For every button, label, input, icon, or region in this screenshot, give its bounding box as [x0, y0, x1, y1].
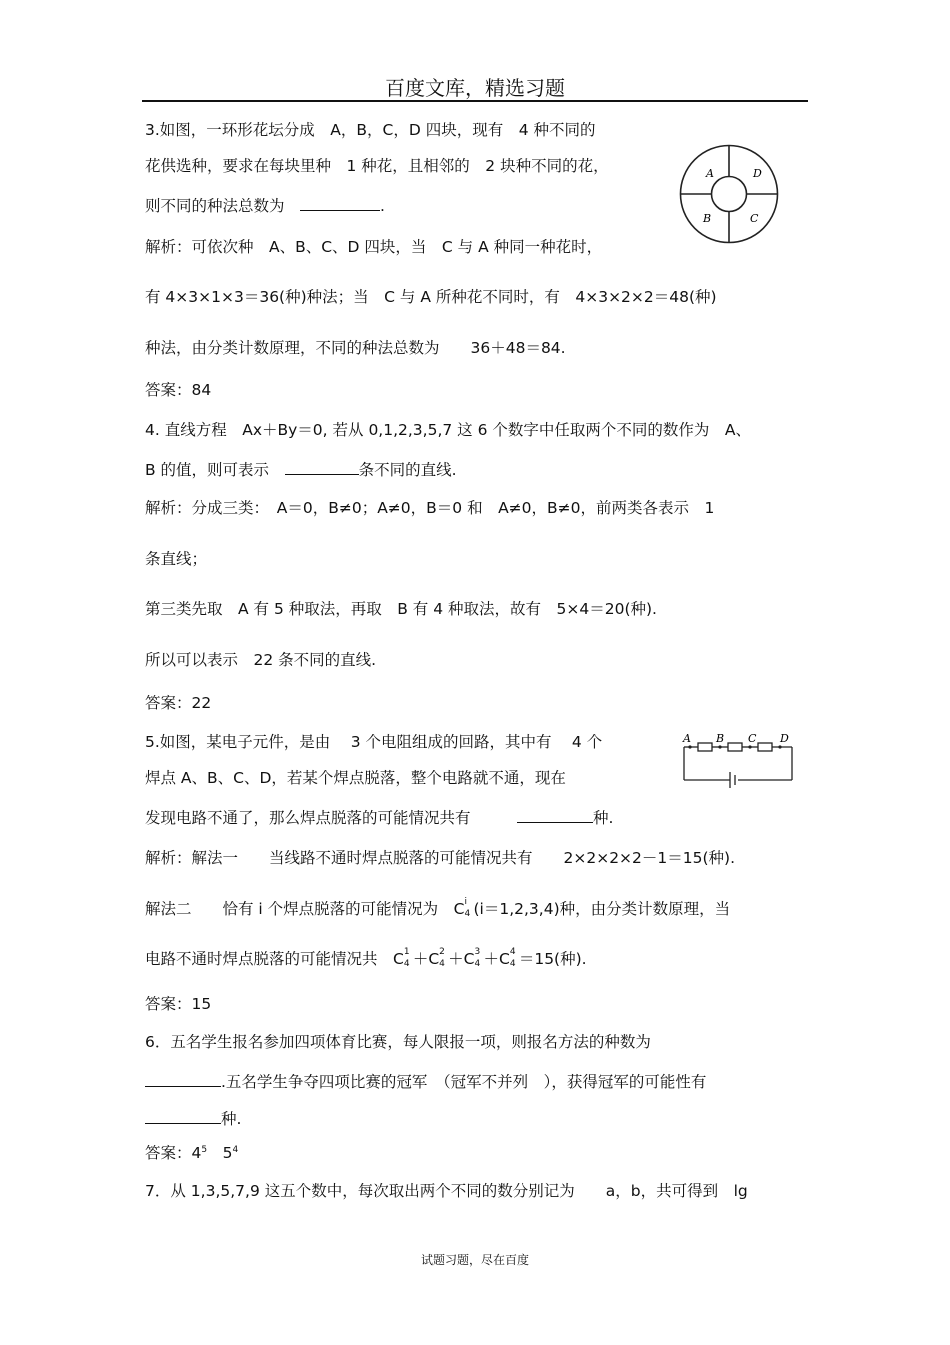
- q5-answer: 答案：15: [145, 995, 212, 1013]
- junction-label-d: D: [780, 732, 789, 745]
- q5-solution-1: 解析：解法一 当线路不通时焊点脱落的可能情况共有 2×2×2×2－1＝15(种).: [145, 849, 736, 867]
- combination-term: ＋C: [483, 950, 510, 968]
- q4-line2-end: 条不同的直线.: [358, 461, 457, 479]
- combination-term: ＋C: [412, 950, 440, 968]
- q3-answer: 答案：84: [145, 381, 212, 399]
- region-label-b: B: [703, 212, 712, 225]
- q3-line1: 3.如图，一环形花坛分成 A，B，C，D 四块，现有 4 种不同的: [145, 121, 596, 139]
- combination-term: C: [393, 950, 404, 968]
- q6-line3-text: 种.: [221, 1110, 242, 1128]
- combination-superscript: 2: [439, 947, 445, 957]
- q3-solution-1: 解析：可依次种 A、B、C、D 四块，当 C 与 A 种同一种花时，: [145, 238, 603, 256]
- q3-line2: 花供选种，要求在每块里种 1 种花，且相邻的 2 块种不同的花，: [145, 157, 609, 175]
- q6-answer-prefix: 答案：4: [145, 1144, 202, 1163]
- region-label-a: A: [706, 167, 714, 180]
- q7-line1: 7．从 1,3,5,7,9 这五个数中，每次取出两个不同的数分别记为 a，b，共可得到 lg: [145, 1182, 748, 1200]
- answer-blank: [285, 460, 359, 475]
- q6-line1: 6．五名学生报名参加四项体育比赛，每人限报一项，则报名方法的种数为: [145, 1033, 651, 1051]
- answer-blank: [300, 196, 380, 211]
- combination-subscript: 4: [474, 959, 481, 969]
- q5-line3: [145, 808, 613, 827]
- combination-superscript: 4: [509, 947, 516, 957]
- region-label-c: C: [750, 212, 759, 225]
- q4-line2: [145, 460, 457, 479]
- answer-blank: [517, 808, 593, 823]
- junction-label-a: A: [683, 732, 691, 745]
- q4-line1: 4. 直线方程 Ax＋By＝0, 若从 0,1,2,3,5,7 这 6 个数字中任取两个不同的数作为 A、: [145, 421, 751, 439]
- q6-answer: [145, 1146, 238, 1162]
- q6-line3: [145, 1109, 241, 1128]
- q4-answer: 答案：22: [145, 694, 212, 712]
- page-footer: 试题习题，尽在百度: [420, 1253, 529, 1267]
- q4-solution-2: 条直线；: [145, 550, 208, 568]
- q5-line3-text: 发现电路不通了，那么焊点脱落的可能情况共有: [145, 809, 471, 827]
- combination-subscript: 4: [403, 959, 410, 969]
- q4-solution-1: 解析：分成三类： A＝0，B≠0；A≠0，B＝0 和 A≠0，B≠0，前两类各表示 1: [145, 499, 715, 517]
- junction-label-c: C: [748, 732, 757, 745]
- combination-subscript: 4: [439, 959, 445, 969]
- combination-superscript: i: [464, 897, 468, 907]
- q3-line3-end: .: [380, 197, 385, 215]
- q6-answer-mid: 5: [207, 1144, 233, 1163]
- q5-solution-3-text: 电路不通时焊点脱落的可能情况共: [145, 950, 394, 968]
- ring-flowerbed-figure: [678, 143, 780, 245]
- combination-subscript: 4: [509, 959, 516, 969]
- region-label-d: D: [753, 167, 762, 180]
- q6-line2: [145, 1072, 706, 1091]
- q5-solution-2-text: 解法二 恰有 i 个焊点脱落的可能情况为 C: [145, 900, 465, 918]
- circuit-figure: [678, 730, 798, 792]
- q3-line3: [145, 196, 385, 215]
- exponent: 4: [232, 1145, 239, 1155]
- q4-solution-4: 所以可以表示 22 条不同的直线.: [145, 651, 377, 669]
- q3-solution-3: 种法，由分类计数原理，不同的种法总数为 36＋48＝84.: [145, 339, 566, 357]
- header-rule: [142, 100, 808, 102]
- q5-solution-3-end: ＝15(种).: [518, 950, 587, 968]
- q5-line1: 5.如图，某电子元件，是由 3 个电阻组成的回路，其中有 4 个: [145, 733, 603, 751]
- page-header-title: 百度文库，精选习题: [385, 76, 565, 100]
- q3-solution-2: 有 4×3×1×3＝36(种)种法；当 C 与 A 所种花不同时，有 4×3×2×2＝48(种): [145, 288, 717, 306]
- combination-term: ＋C: [448, 950, 475, 968]
- q5-line3-end: 种.: [593, 809, 614, 827]
- q5-solution-3: [145, 947, 587, 969]
- exponent: 5: [201, 1145, 208, 1155]
- junction-label-b: B: [716, 732, 725, 745]
- q5-line2: 焊点 A、B、C、D，若某个焊点脱落，整个电路就不通，现在: [145, 769, 566, 787]
- combination-superscript: 1: [403, 947, 410, 957]
- answer-blank: [145, 1072, 221, 1087]
- q6-line2-text: .五名学生争夺四项比赛的冠军 （冠军不并列 ），获得冠军的可能性有: [221, 1073, 707, 1091]
- combination-subscript: 4: [464, 909, 471, 919]
- q5-solution-2-end: (i＝1,2,3,4)种，由分类计数原理，当: [473, 900, 731, 918]
- combination-superscript: 3: [474, 947, 481, 957]
- q4-line2-text: B 的值，则可表示: [145, 461, 270, 479]
- q3-line3-text: 则不同的种法总数为: [145, 197, 285, 215]
- q5-solution-2: [145, 897, 731, 919]
- q4-solution-3: 第三类先取 A 有 5 种取法，再取 B 有 4 种取法，故有 5×4＝20(种).: [145, 600, 657, 618]
- answer-blank: [145, 1109, 221, 1124]
